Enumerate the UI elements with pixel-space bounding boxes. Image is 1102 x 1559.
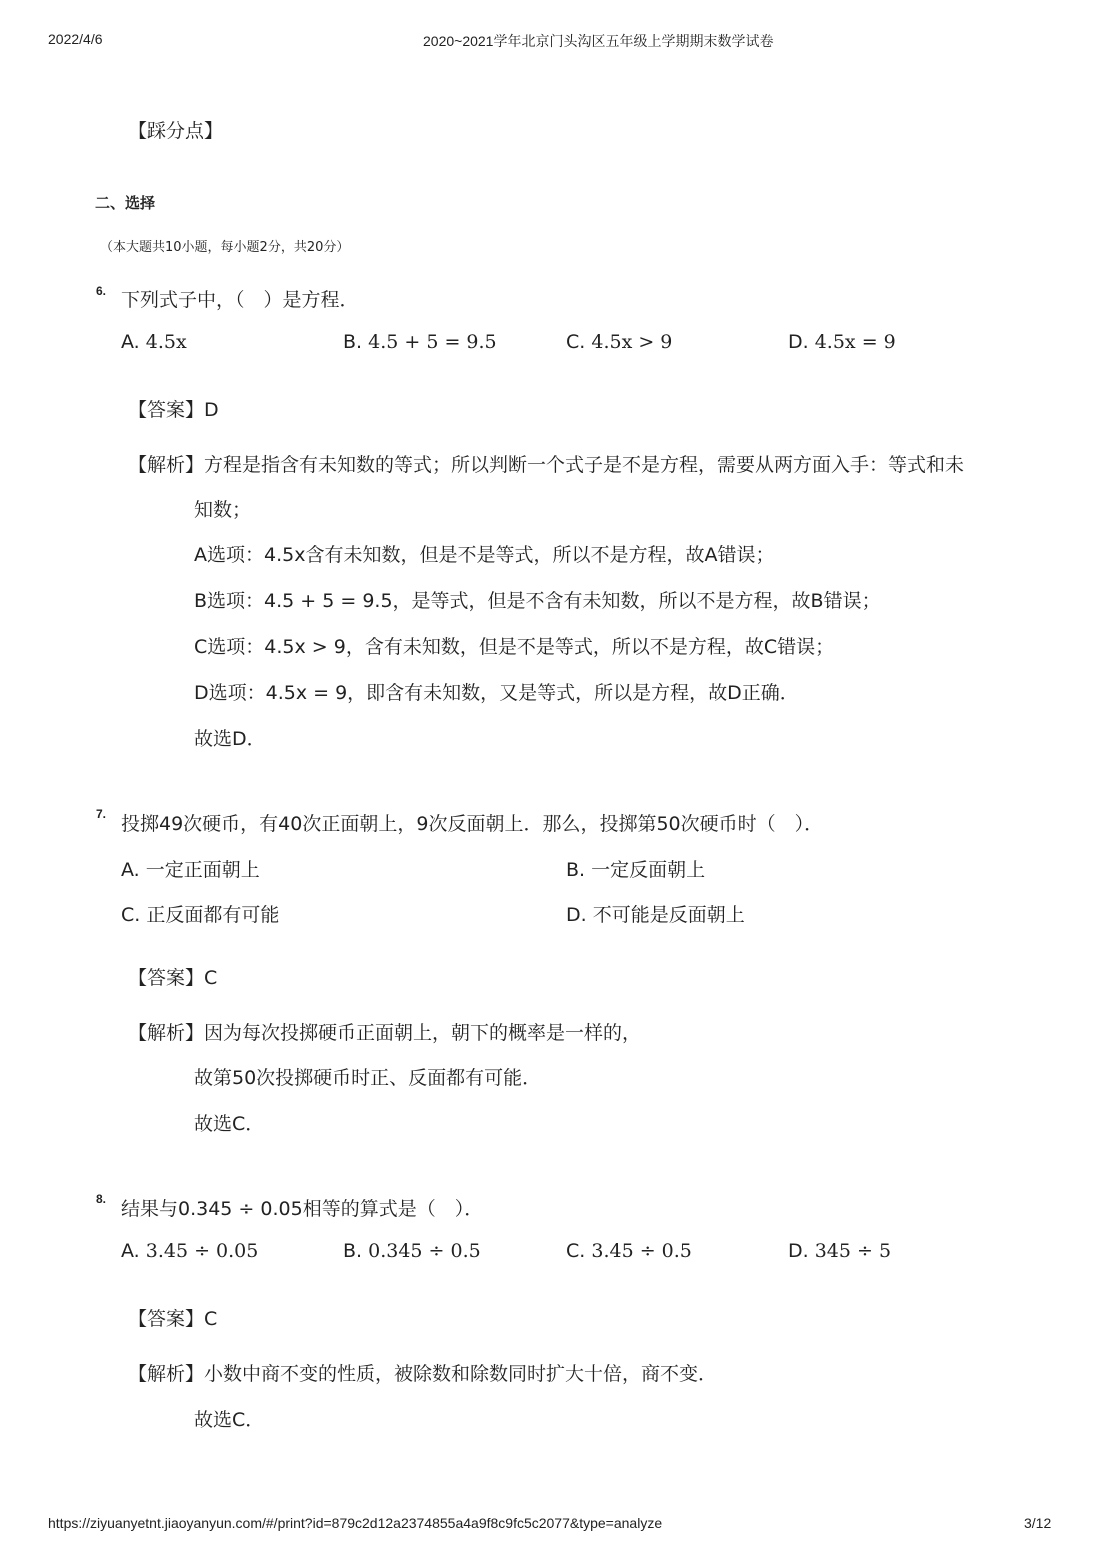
question-number: 6.	[96, 284, 107, 298]
answer-line: 【答案】C	[128, 1308, 218, 1330]
option-a: A. 4.5x	[121, 331, 187, 353]
option-c: C. 3.45 ÷ 0.5	[566, 1240, 692, 1262]
analysis-line: 故选C．	[194, 1113, 265, 1135]
answer-line: 【答案】C	[128, 967, 218, 989]
analysis-line: B选项：4.5 + 5 = 9.5，是等式，但是不含有未知数，所以不是方程，故B错误；	[194, 590, 881, 612]
print-url: https://ziyuanyetnt.jiaoyanyun.com/#/print?id=879c2d12a2374855a4a9f8c9fc5c2077&type=analyze	[48, 1515, 663, 1531]
question-stem: 下列式子中，（ ）是方程．	[121, 289, 359, 311]
answer-line: 【答案】D	[128, 399, 219, 421]
option-c: C. 正反面都有可能	[121, 904, 280, 926]
section-note: （本大题共10小题，每小题2分，共20分）	[100, 240, 350, 255]
option-d: D. 345 ÷ 5	[788, 1240, 892, 1262]
document-title: 2020~2021学年北京门头沟区五年级上学期期末数学试卷	[423, 33, 774, 49]
analysis-line: 【解析】方程是指含有未知数的等式；所以判断一个式子是不是方程，需要从两方面入手：等式和未	[128, 454, 965, 476]
option-d: D. 不可能是反面朝上	[566, 904, 745, 926]
analysis-line: 【解析】小数中商不变的性质，被除数和除数同时扩大十倍，商不变．	[128, 1363, 718, 1385]
analysis-line: D选项：4.5x = 9，即含有未知数，又是等式，所以是方程，故D正确．	[194, 682, 799, 704]
print-date: 2022/4/6	[48, 31, 103, 47]
score-point-label: 【踩分点】	[128, 120, 224, 142]
analysis-line: 知数；	[194, 499, 252, 521]
option-a: A. 3.45 ÷ 0.05	[121, 1240, 259, 1262]
analysis-line: A选项：4.5x含有未知数，但是不是等式，所以不是方程，故A错误；	[194, 544, 775, 566]
option-b: B. 一定反面朝上	[566, 859, 706, 881]
option-b: B. 0.345 ÷ 0.5	[343, 1240, 481, 1262]
page-number: 3/12	[1024, 1515, 1052, 1531]
option-c: C. 4.5x > 9	[566, 331, 673, 353]
option-d: D. 4.5x = 9	[788, 331, 896, 353]
question-number: 8.	[96, 1192, 107, 1206]
question-stem: 结果与0.345 ÷ 0.05相等的算式是（ ）．	[121, 1198, 484, 1220]
option-a: A. 一定正面朝上	[121, 859, 260, 881]
analysis-line: C选项：4.5x > 9，含有未知数，但是不是等式，所以不是方程，故C错误；	[194, 636, 835, 658]
question-number: 7.	[96, 807, 107, 821]
question-stem: 投掷49次硬币，有40次正面朝上，9次反面朝上．那么，投掷第50次硬币时（ ）．	[121, 813, 824, 835]
analysis-line: 【解析】因为每次投掷硬币正面朝上，朝下的概率是一样的，	[128, 1022, 642, 1044]
analysis-line: 故选C．	[194, 1409, 265, 1431]
section-title: 二、选择	[95, 194, 156, 212]
analysis-line: 故第50次投掷硬币时正、反面都有可能．	[194, 1067, 542, 1089]
option-b: B. 4.5 + 5 = 9.5	[343, 331, 497, 353]
analysis-line: 故选D．	[194, 728, 266, 750]
